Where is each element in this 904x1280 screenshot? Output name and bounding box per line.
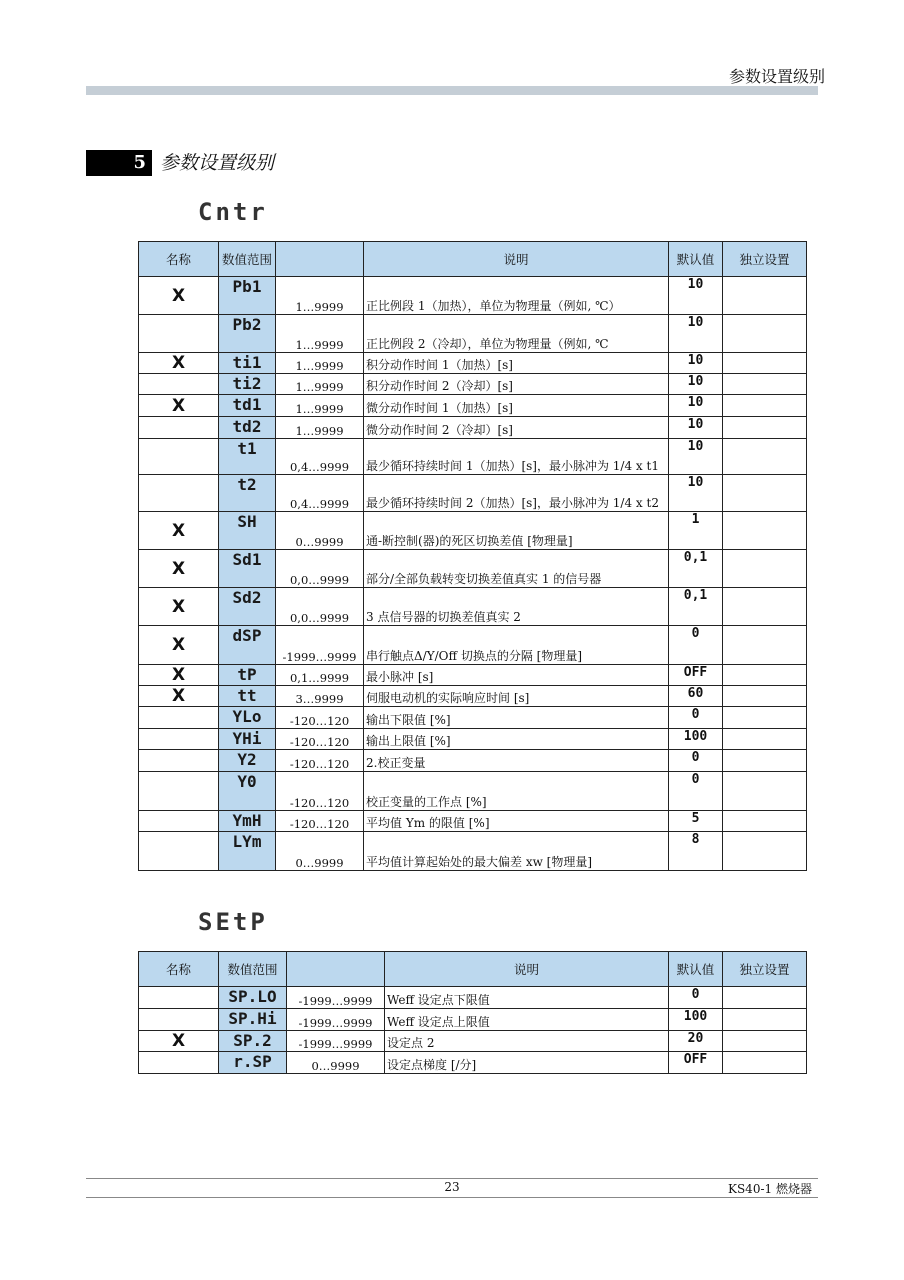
independent-setting (723, 374, 807, 395)
value-range: -120…120 (276, 811, 364, 832)
column-header: 数值范围 (219, 242, 276, 277)
default-value: 100 (669, 1009, 723, 1031)
table-row (139, 588, 807, 626)
table-row (139, 395, 807, 417)
default-value: OFF (669, 665, 723, 686)
table-row (139, 987, 807, 1009)
param-code: tt (219, 686, 276, 707)
param-description: 微分动作时间 1（加热）[s] (364, 395, 669, 417)
column-header: 名称 (139, 242, 219, 277)
row-flag-mark (139, 1052, 219, 1074)
default-value: 5 (669, 811, 723, 832)
param-description: 3 点信号器的切换差值真实 2 (364, 588, 669, 626)
table-row (139, 417, 807, 439)
independent-setting (723, 353, 807, 374)
param-code: tP (219, 665, 276, 686)
row-flag-mark: X (139, 395, 219, 417)
independent-setting (723, 588, 807, 626)
value-range: -1999…9999 (287, 1031, 385, 1052)
independent-setting (723, 811, 807, 832)
table-row (139, 475, 807, 512)
row-flag-mark (139, 439, 219, 475)
param-code: Y2 (219, 750, 276, 772)
independent-setting (723, 772, 807, 811)
table-row (139, 626, 807, 665)
row-flag-mark: X (139, 1031, 219, 1052)
param-code: Pb2 (219, 315, 276, 353)
row-flag-mark: X (139, 353, 219, 374)
row-flag-mark (139, 374, 219, 395)
row-flag-mark: X (139, 626, 219, 665)
table-row (139, 353, 807, 374)
param-code: td2 (219, 417, 276, 439)
default-value: 10 (669, 277, 723, 315)
independent-setting (723, 665, 807, 686)
column-header: 说明 (385, 952, 669, 987)
default-value: 10 (669, 315, 723, 353)
independent-setting (723, 729, 807, 750)
table-row (139, 277, 807, 315)
value-range: -120…120 (276, 750, 364, 772)
independent-setting (723, 626, 807, 665)
column-header: 独立设置 (723, 242, 807, 277)
column-header: 默认值 (669, 952, 723, 987)
param-description: 串行触点Δ/Y/Off 切换点的分隔 [物理量] (364, 626, 669, 665)
default-value: 10 (669, 475, 723, 512)
row-flag-mark: X (139, 550, 219, 588)
footer-line (86, 1197, 818, 1198)
default-value: 0 (669, 750, 723, 772)
default-value: 0,1 (669, 588, 723, 626)
default-value: 10 (669, 395, 723, 417)
param-description: 平均值 Ym 的限值 [%] (364, 811, 669, 832)
default-value: OFF (669, 1052, 723, 1074)
table-row (139, 729, 807, 750)
param-description: 伺服电动机的实际响应时间 [s] (364, 686, 669, 707)
table-header-row (139, 952, 807, 987)
value-range: 0,4…9999 (276, 439, 364, 475)
footer-brand: KS40-1 燃烧器 (728, 1182, 812, 1196)
default-value: 10 (669, 439, 723, 475)
value-range: 0,1…9999 (276, 665, 364, 686)
independent-setting (723, 277, 807, 315)
value-range: 1…9999 (276, 374, 364, 395)
page-number: 23 (444, 1180, 460, 1194)
header-bar (86, 86, 818, 95)
value-range: 1…9999 (276, 395, 364, 417)
column-header: 数值范围 (219, 952, 287, 987)
value-range: -120…120 (276, 707, 364, 729)
param-description: 输出上限值 [%] (364, 729, 669, 750)
table-row (139, 707, 807, 729)
independent-setting (723, 512, 807, 550)
param-description: 部分/全部负载转变切换差值真实 1 的信号器 (364, 550, 669, 588)
param-description: 积分动作时间 2（冷却）[s] (364, 374, 669, 395)
param-code: SH (219, 512, 276, 550)
row-flag-mark (139, 315, 219, 353)
table-row (139, 772, 807, 811)
default-value: 1 (669, 512, 723, 550)
row-flag-mark (139, 707, 219, 729)
param-description: 最小脉冲 [s] (364, 665, 669, 686)
param-code: Sd2 (219, 588, 276, 626)
param-description: 最少循环持续时间 1（加热）[s]，最小脉冲为 1/4 x t1 (364, 439, 669, 475)
value-range: 3…9999 (276, 686, 364, 707)
default-value: 10 (669, 417, 723, 439)
param-code: r.SP (219, 1052, 287, 1074)
param-code: SP.LO (219, 987, 287, 1009)
param-description: 输出下限值 [%] (364, 707, 669, 729)
param-code: SP.Hi (219, 1009, 287, 1031)
value-range: 0…9999 (287, 1052, 385, 1074)
independent-setting (723, 1031, 807, 1052)
table-row (139, 315, 807, 353)
value-range: 0,0…9999 (276, 550, 364, 588)
value-range: 0…9999 (276, 832, 364, 871)
row-flag-mark: X (139, 277, 219, 315)
table-row (139, 750, 807, 772)
column-header: 独立设置 (723, 952, 807, 987)
independent-setting (723, 750, 807, 772)
param-code: Y0 (219, 772, 276, 811)
section-title: 参数设置级别 (160, 152, 275, 174)
row-flag-mark (139, 811, 219, 832)
default-value: 10 (669, 374, 723, 395)
table-row (139, 811, 807, 832)
row-flag-mark (139, 987, 219, 1009)
value-range: 0…9999 (276, 512, 364, 550)
table-row (139, 374, 807, 395)
value-range: 0,0…9999 (276, 588, 364, 626)
section-number: 5 (86, 150, 152, 176)
independent-setting (723, 475, 807, 512)
independent-setting (723, 1009, 807, 1031)
param-code: ti2 (219, 374, 276, 395)
row-flag-mark: X (139, 512, 219, 550)
column-header: 说明 (364, 242, 669, 277)
setp-parameter-table (138, 951, 807, 1074)
param-code: t2 (219, 475, 276, 512)
independent-setting (723, 395, 807, 417)
table-row (139, 1052, 807, 1074)
default-value: 0 (669, 626, 723, 665)
independent-setting (723, 439, 807, 475)
param-description: 平均值计算起始处的最大偏差 xw [物理量] (364, 832, 669, 871)
default-value: 10 (669, 353, 723, 374)
table-row (139, 686, 807, 707)
independent-setting (723, 987, 807, 1009)
param-description: 积分动作时间 1（加热）[s] (364, 353, 669, 374)
value-range: 1…9999 (276, 417, 364, 439)
default-value: 20 (669, 1031, 723, 1052)
default-value: 60 (669, 686, 723, 707)
param-code: t1 (219, 439, 276, 475)
row-flag-mark (139, 832, 219, 871)
param-code: SP.2 (219, 1031, 287, 1052)
cntr-segment-title: Cntr (198, 198, 268, 226)
row-flag-mark (139, 475, 219, 512)
table-row (139, 512, 807, 550)
param-code: ti1 (219, 353, 276, 374)
row-flag-mark (139, 729, 219, 750)
param-code: YmH (219, 811, 276, 832)
independent-setting (723, 417, 807, 439)
value-range: 1…9999 (276, 277, 364, 315)
independent-setting (723, 686, 807, 707)
row-flag-mark: X (139, 665, 219, 686)
param-code: LYm (219, 832, 276, 871)
param-description: 校正变量的工作点 [%] (364, 772, 669, 811)
param-description: 正比例段 1（加热），单位为物理量（例如, ℃） (364, 277, 669, 315)
cntr-parameter-table (138, 241, 807, 871)
default-value: 0 (669, 772, 723, 811)
table-row (139, 832, 807, 871)
setp-segment-title: SEtP (198, 908, 268, 936)
value-range: -120…120 (276, 772, 364, 811)
param-description: 正比例段 2（冷却），单位为物理量（例如, ℃ (364, 315, 669, 353)
table-row (139, 665, 807, 686)
param-description: 微分动作时间 2（冷却）[s] (364, 417, 669, 439)
independent-setting (723, 550, 807, 588)
default-value: 0 (669, 707, 723, 729)
value-range: -120…120 (276, 729, 364, 750)
column-header (276, 242, 364, 277)
param-code: Sd1 (219, 550, 276, 588)
table-row (139, 1009, 807, 1031)
param-code: YLo (219, 707, 276, 729)
table-row (139, 439, 807, 475)
default-value: 8 (669, 832, 723, 871)
row-flag-mark: X (139, 588, 219, 626)
independent-setting (723, 832, 807, 871)
table-row (139, 550, 807, 588)
row-flag-mark: X (139, 686, 219, 707)
row-flag-mark (139, 772, 219, 811)
row-flag-mark (139, 1009, 219, 1031)
row-flag-mark (139, 417, 219, 439)
param-description: 最少循环持续时间 2（加热）[s]，最小脉冲为 1/4 x t2 (364, 475, 669, 512)
param-description: 设定点 2 (385, 1031, 669, 1052)
independent-setting (723, 707, 807, 729)
value-range: -1999…9999 (287, 1009, 385, 1031)
value-range: -1999…9999 (276, 626, 364, 665)
row-flag-mark (139, 750, 219, 772)
column-header (287, 952, 385, 987)
param-code: dSP (219, 626, 276, 665)
param-code: YHi (219, 729, 276, 750)
param-code: Pb1 (219, 277, 276, 315)
table-header-row (139, 242, 807, 277)
param-description: Weff 设定点上限值 (385, 1009, 669, 1031)
value-range: -1999…9999 (287, 987, 385, 1009)
param-description: 设定点梯度 [/分] (385, 1052, 669, 1074)
value-range: 1…9999 (276, 353, 364, 374)
independent-setting (723, 1052, 807, 1074)
param-code: td1 (219, 395, 276, 417)
footer-line (86, 1178, 818, 1179)
value-range: 1…9999 (276, 315, 364, 353)
column-header: 默认值 (669, 242, 723, 277)
default-value: 0 (669, 987, 723, 1009)
param-description: Weff 设定点下限值 (385, 987, 669, 1009)
table-row (139, 1031, 807, 1052)
param-description: 通-断控制(器)的死区切换差值 [物理量] (364, 512, 669, 550)
default-value: 100 (669, 729, 723, 750)
default-value: 0,1 (669, 550, 723, 588)
param-description: 2.校正变量 (364, 750, 669, 772)
column-header: 名称 (139, 952, 219, 987)
header-title: 参数设置级别 (728, 67, 825, 86)
independent-setting (723, 315, 807, 353)
value-range: 0,4…9999 (276, 475, 364, 512)
